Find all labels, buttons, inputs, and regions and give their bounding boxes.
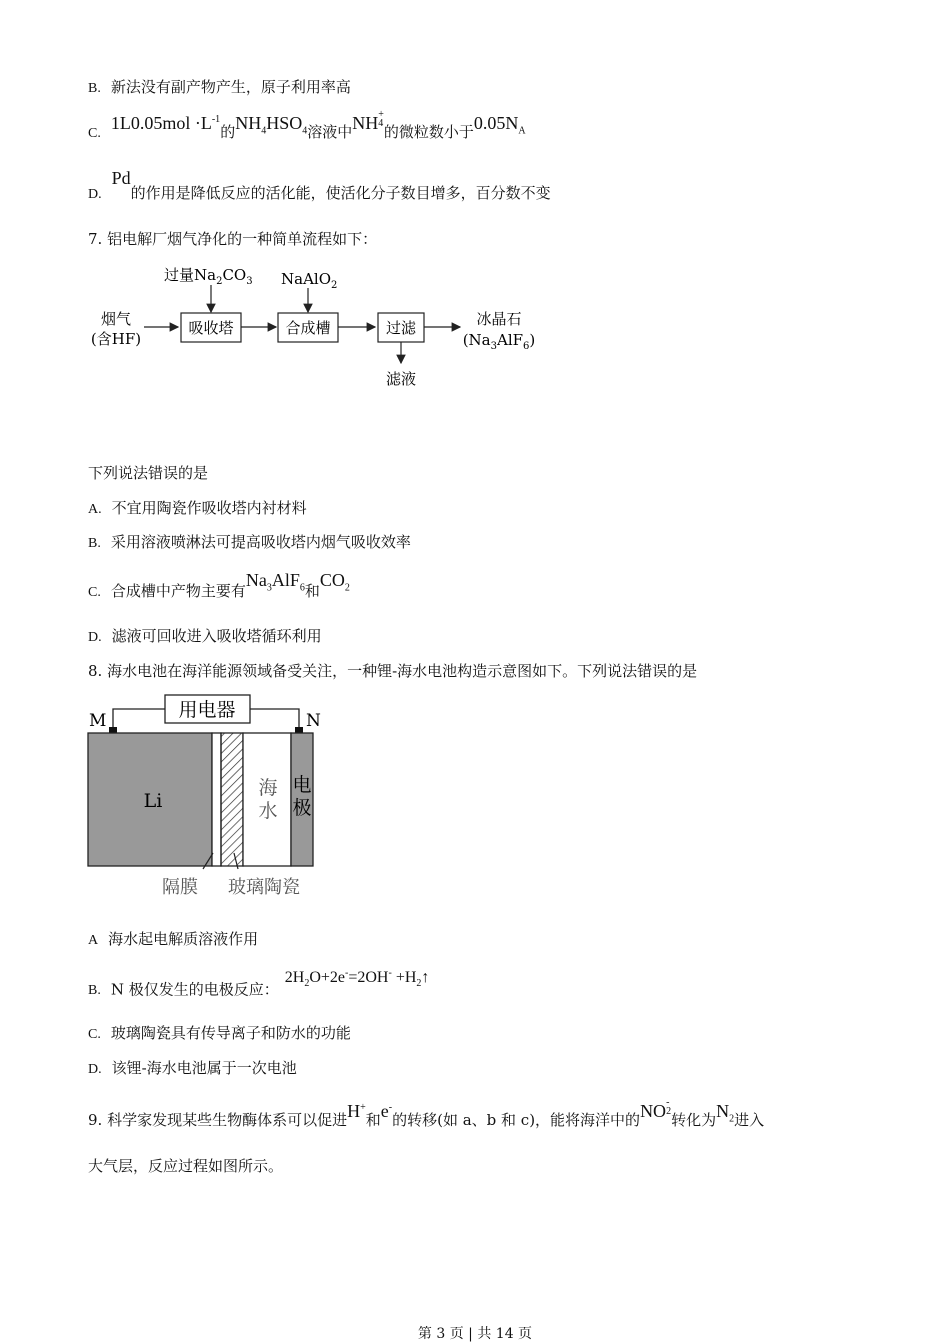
formula-pd: Pd <box>111 168 131 188</box>
q8-option-c <box>88 1023 351 1045</box>
q6-option-b <box>88 77 351 99</box>
formula-electrode-reaction: $2H_2O+2e^-=2OH^-$ $+H_2↑$ <box>284 968 430 990</box>
seawater-label-1: 海 <box>258 777 278 799</box>
text-and: 和 <box>365 1111 381 1129</box>
option-label: C. <box>88 585 101 600</box>
option-label: C. <box>88 126 101 141</box>
flow-input-2: (含HF) <box>90 330 142 348</box>
option-text: 玻璃陶瓷具有传导离子和防水的功能 <box>110 1024 351 1042</box>
q8-option-a <box>88 929 258 951</box>
q9-stem-line-1 <box>88 1097 765 1138</box>
seawater-label-2: 水 <box>258 800 278 822</box>
terminal-m: M <box>89 711 107 731</box>
q7-option-d <box>88 626 322 648</box>
option-label: D. <box>88 187 102 202</box>
ceramic-layer <box>221 733 243 866</box>
q9-text-1: 9. 科学家发现某些生物酶体系可以促进 <box>88 1111 348 1129</box>
option-label: A. <box>88 502 102 517</box>
flow-diagram <box>88 260 558 390</box>
battery-diagram <box>86 693 326 903</box>
filter-label: 过滤 <box>385 319 417 337</box>
q7-stem: 7. 铝电解厂烟气净化的一种简单流程如下： <box>88 230 378 248</box>
q8-option-d <box>88 1058 297 1080</box>
formula-n2: $N_2$ <box>716 1101 735 1125</box>
flow-reagent-2: NaAlO$_2$ <box>281 270 338 291</box>
q9-stem-line-2: 大气层，反应过程如图所示。 <box>88 1157 284 1175</box>
q9-text-2: 的转移(如 a、b 和 c)，能将海洋中的 <box>392 1111 641 1129</box>
option-label: D. <box>88 1062 102 1077</box>
option-text: N 极仅发生的电极反应： <box>110 980 279 999</box>
electrode-label-1: 电 <box>292 774 312 796</box>
terminal-n: N <box>306 711 321 731</box>
q6-option-d <box>88 168 551 205</box>
q8-stem: 8. 海水电池在海洋能源领域备受关注，一种锂-海水电池构造示意图如下。下列说法错误的是 <box>88 662 698 680</box>
text-solution: 溶液中 <box>307 123 353 141</box>
q6-option-c <box>88 109 526 150</box>
text-and: 和 <box>304 582 320 600</box>
flow-reagent-1: 过量$Na_2CO_3$ <box>164 266 253 287</box>
option-text: 采用溶液喷淋法可提高吸收塔内烟气吸收效率 <box>110 533 411 551</box>
text-de: 的 <box>220 123 236 141</box>
option-text: 滤液可回收进入吸收塔循环利用 <box>111 627 322 645</box>
formula-na: $0.05N_A$ <box>473 113 526 137</box>
flow-output-2: $(Na_3AlF_6)$ <box>462 331 536 352</box>
formula-electron: e- <box>380 1101 393 1121</box>
q7-option-a <box>88 498 307 520</box>
option-label: B. <box>88 81 101 96</box>
option-text: 的作用是降低反应的活化能，使活化分子数目增多，百分数不变 <box>130 184 551 202</box>
formula-nh4hso4: $NH_4HSO_4$ <box>235 113 308 137</box>
absorber-label: 吸收塔 <box>188 319 234 337</box>
membrane-layer <box>212 733 221 866</box>
flow-input-1: 烟气 <box>100 310 132 328</box>
option-label: D. <box>88 630 102 645</box>
formula-concentration: $1L0.05mol \cdot L^{-1}$ <box>110 113 221 133</box>
option-label: B. <box>88 536 101 551</box>
membrane-label: 隔膜 <box>162 877 198 898</box>
q8-option-b <box>88 968 430 1007</box>
flow-output-1: 冰晶石 <box>476 310 522 328</box>
q7-option-c <box>88 570 350 609</box>
option-label: A <box>88 933 99 948</box>
option-label: C. <box>88 1027 101 1042</box>
q7-option-b <box>88 532 411 554</box>
synthesis-label: 合成槽 <box>285 319 331 337</box>
option-text: 不宜用陶瓷作吸收塔内衬材料 <box>111 499 307 517</box>
formula-nh4: NH + 4 <box>352 109 384 133</box>
page-footer: 第 3 页 | 共 14 页 <box>417 1326 533 1342</box>
option-text: 新法没有副产物产生，原子利用率高 <box>110 78 351 96</box>
formula-co2: $CO_2$ <box>319 570 350 594</box>
device-label: 用电器 <box>178 699 236 721</box>
option-text: 合成槽中产物主要有 <box>110 582 246 600</box>
formula-h-plus: H+ <box>347 1101 366 1121</box>
q9-text-4: 进入 <box>734 1111 765 1129</box>
q9-text-3: 转化为 <box>671 1111 717 1129</box>
flow-filtrate: 滤液 <box>385 370 417 388</box>
formula-na3alf6: $Na_3AlF_6$ <box>245 570 305 594</box>
option-text: 海水起电解质溶液作用 <box>108 930 259 948</box>
ceramic-label: 玻璃陶瓷 <box>228 877 300 898</box>
option-label: B. <box>88 983 101 999</box>
option-text: 该锂-海水电池属于一次电池 <box>111 1059 297 1077</box>
text-less-than: 的微粒数小于 <box>383 123 474 141</box>
q7-question: 下列说法错误的是 <box>88 464 209 482</box>
formula-no2: NO - 2 <box>640 1097 672 1121</box>
electrode-label-2: 极 <box>292 797 312 819</box>
lithium-label: Li <box>143 790 163 812</box>
